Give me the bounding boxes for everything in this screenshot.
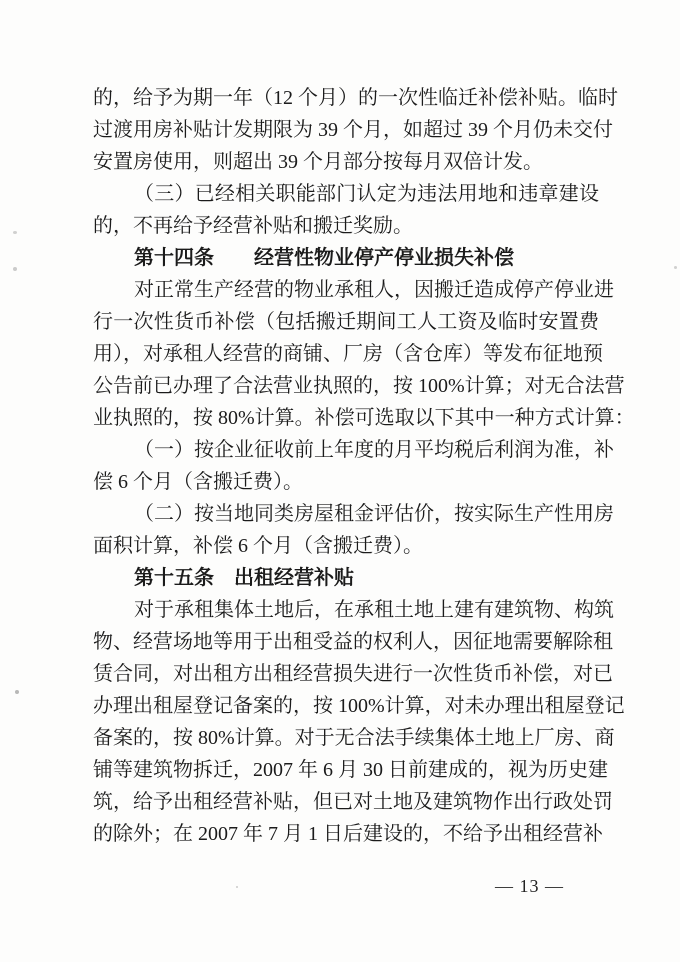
document-line: 偿 6 个月（含搬迁费）。 (93, 471, 303, 493)
scan-speck (13, 267, 17, 271)
scan-speck (674, 266, 677, 269)
document-line: 用），对承租人经营的商铺、厂房（含仓库）等发布征地预 (93, 343, 603, 365)
document-line: 安置房使用，则超出 39 个月部分按每月双倍计发。 (93, 151, 543, 173)
document-line: 赁合同，对出租方出租经营损失进行一次性货币补偿，对已 (93, 663, 613, 685)
document-line: 的，不再给予经营补贴和搬迁奖励。 (93, 215, 413, 237)
article-14-heading: 第十四条 经营性物业停产停业损失补偿 (134, 247, 514, 269)
scan-speck (15, 690, 19, 694)
document-line: 业执照的，按 80%计算。补偿可选取以下其中一种方式计算： (93, 407, 635, 429)
document-text-block (93, 82, 635, 850)
document-line: （一）按企业征收前上年度的月平均税后利润为准，补 (134, 439, 614, 461)
document-line: 对于承租集体土地后，在承租土地上建有建筑物、构筑 (134, 599, 614, 621)
document-line: 对正常生产经营的物业承租人，因搬迁造成停产停业进 (134, 279, 614, 301)
document-line: 铺等建筑物拆迁，2007 年 6 月 30 日前建成的，视为历史建 (93, 759, 608, 781)
document-line: 筑，给予出租经营补贴，但已对土地及建筑物作出行政处罚 (93, 791, 613, 813)
document-line: 过渡用房补贴计发期限为 39 个月，如超过 39 个月仍未交付 (93, 119, 613, 141)
document-line: 面积计算，补偿 6 个月（含搬迁费）。 (93, 535, 423, 557)
document-line: 物、经营场地等用于出租受益的权利人，因征地需要解除租 (93, 631, 613, 653)
document-line: 的，给予为期一年（12 个月）的一次性临迁补偿补贴。临时 (93, 87, 618, 109)
document-line: （二）按当地同类房屋租金评估价，按实际生产性用房 (134, 503, 614, 525)
document-line: （三）已经相关职能部门认定为违法用地和违章建设 (134, 183, 599, 205)
document-line: 办理出租屋登记备案的，按 100%计算，对未办理出租屋登记 (93, 695, 625, 717)
document-line: 行一次性货币补偿（包括搬迁期间工人工资及临时安置费 (93, 311, 599, 333)
document-line: 的除外；在 2007 年 7 月 1 日后建设的，不给予出租经营补 (93, 823, 603, 845)
document-line: 备案的，按 80%计算。对于无合法手续集体土地上厂房、商 (93, 727, 615, 749)
page-number: — 13 — (495, 876, 564, 896)
article-15-heading: 第十五条 出租经营补贴 (134, 567, 354, 589)
scan-speck (236, 886, 238, 888)
document-line: 公告前已办理了合法营业执照的，按 100%计算；对无合法营 (93, 375, 625, 397)
scan-speck (13, 231, 17, 234)
